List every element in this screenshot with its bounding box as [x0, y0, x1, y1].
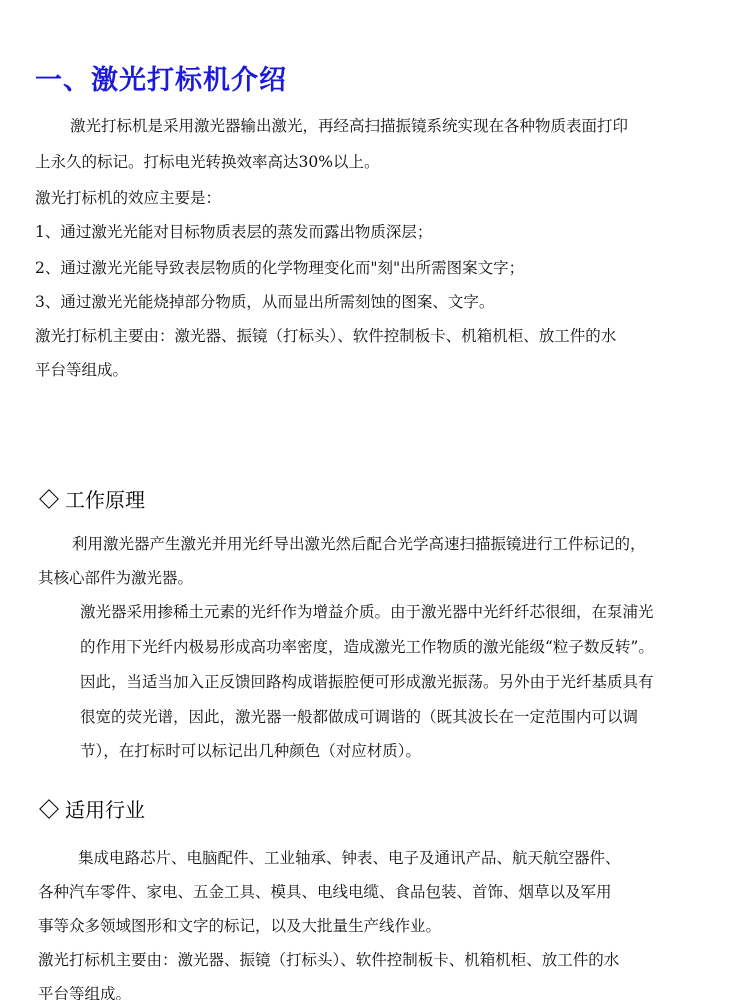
intro-paragraph-line-1: 激光打标机是采用激光器输出激光，再经高扫描振镜系统实现在各种物质表面打印: [70, 117, 629, 135]
composition-line-1: 激光打标机主要由：激光器、振镜（打标头）、软件控制板卡、机箱机柜、放工件的水: [35, 327, 617, 345]
composition-line-2: 平台等组成。: [35, 361, 129, 379]
principle-paragraph-2-line-3: 因此，当适当加入正反馈回路构成谐振腔便可形成激光振荡。另外由于光纤基质具有: [80, 673, 654, 691]
industries-composition-line-1: 激光打标机主要由：激光器、振镜（打标头）、软件控制板卡、机箱机柜、放工件的水: [38, 951, 620, 969]
principle-paragraph-2-line-4: 很宽的荧光谱，因此，激光器一般都做成可调谐的（既其波长在一定范围内可以调: [80, 708, 639, 726]
effect-item-3: 3、通过激光光能烧掉部分物质，从而显出所需刻蚀的图案、文字。: [35, 293, 495, 311]
section-heading-industries-text: 适用行业: [65, 798, 145, 822]
principle-paragraph-2-line-1: 激光器采用掺稀土元素的光纤作为增益介质。由于激光器中光纤纤芯很细，在泵浦光: [80, 603, 654, 621]
effect-item-2: 2、通过激光光能导致表层物质的化学物理变化而"刻"出所需图案文字；: [35, 259, 525, 277]
industries-line-2: 各种汽车零件、家电、五金工具、模具、电线电缆、食品包装、首饰、烟草以及军用: [38, 883, 612, 901]
industries-line-3: 事等众多领域图形和文字的标记，以及大批量生产线作业。: [38, 917, 442, 935]
page-title: 一、激光打标机介绍: [35, 65, 287, 96]
effects-heading-text: 激光打标机的效应主要是：: [35, 189, 222, 207]
principle-paragraph-2-line-5: 节），在打标时可以标记出几种颜色（对应材质）。: [80, 742, 422, 760]
section-heading-principle: [38, 484, 145, 513]
diamond-outline-icon: [39, 799, 59, 819]
principle-paragraph-1-line-1: 利用激光器产生激光并用光纤导出激光然后配合光学高速扫描振镜进行工件标记的，: [72, 535, 646, 553]
diamond-outline-icon: [39, 489, 59, 509]
industries-composition-line-2: 平台等组成。: [38, 985, 132, 1000]
effect-item-1: 1、通过激光光能对目标物质表层的蒸发而露出物质深层；: [35, 223, 433, 241]
principle-paragraph-2-line-2: 的作用下光纤内极易形成高功率密度，造成激光工作物质的激光能级“粒子数反转”。: [80, 638, 654, 656]
principle-paragraph-1-line-2: 其核心部件为激光器。: [38, 569, 194, 587]
intro-paragraph-line-2: 上永久的标记。打标电光转换效率高达30%以上。: [35, 153, 380, 171]
section-heading-principle-text: 工作原理: [65, 488, 145, 512]
industries-line-1: 集成电路芯片、电脑配件、工业轴承、钟表、电子及通讯产品、航天航空器件、: [78, 849, 621, 867]
section-heading-industries: [38, 794, 145, 823]
